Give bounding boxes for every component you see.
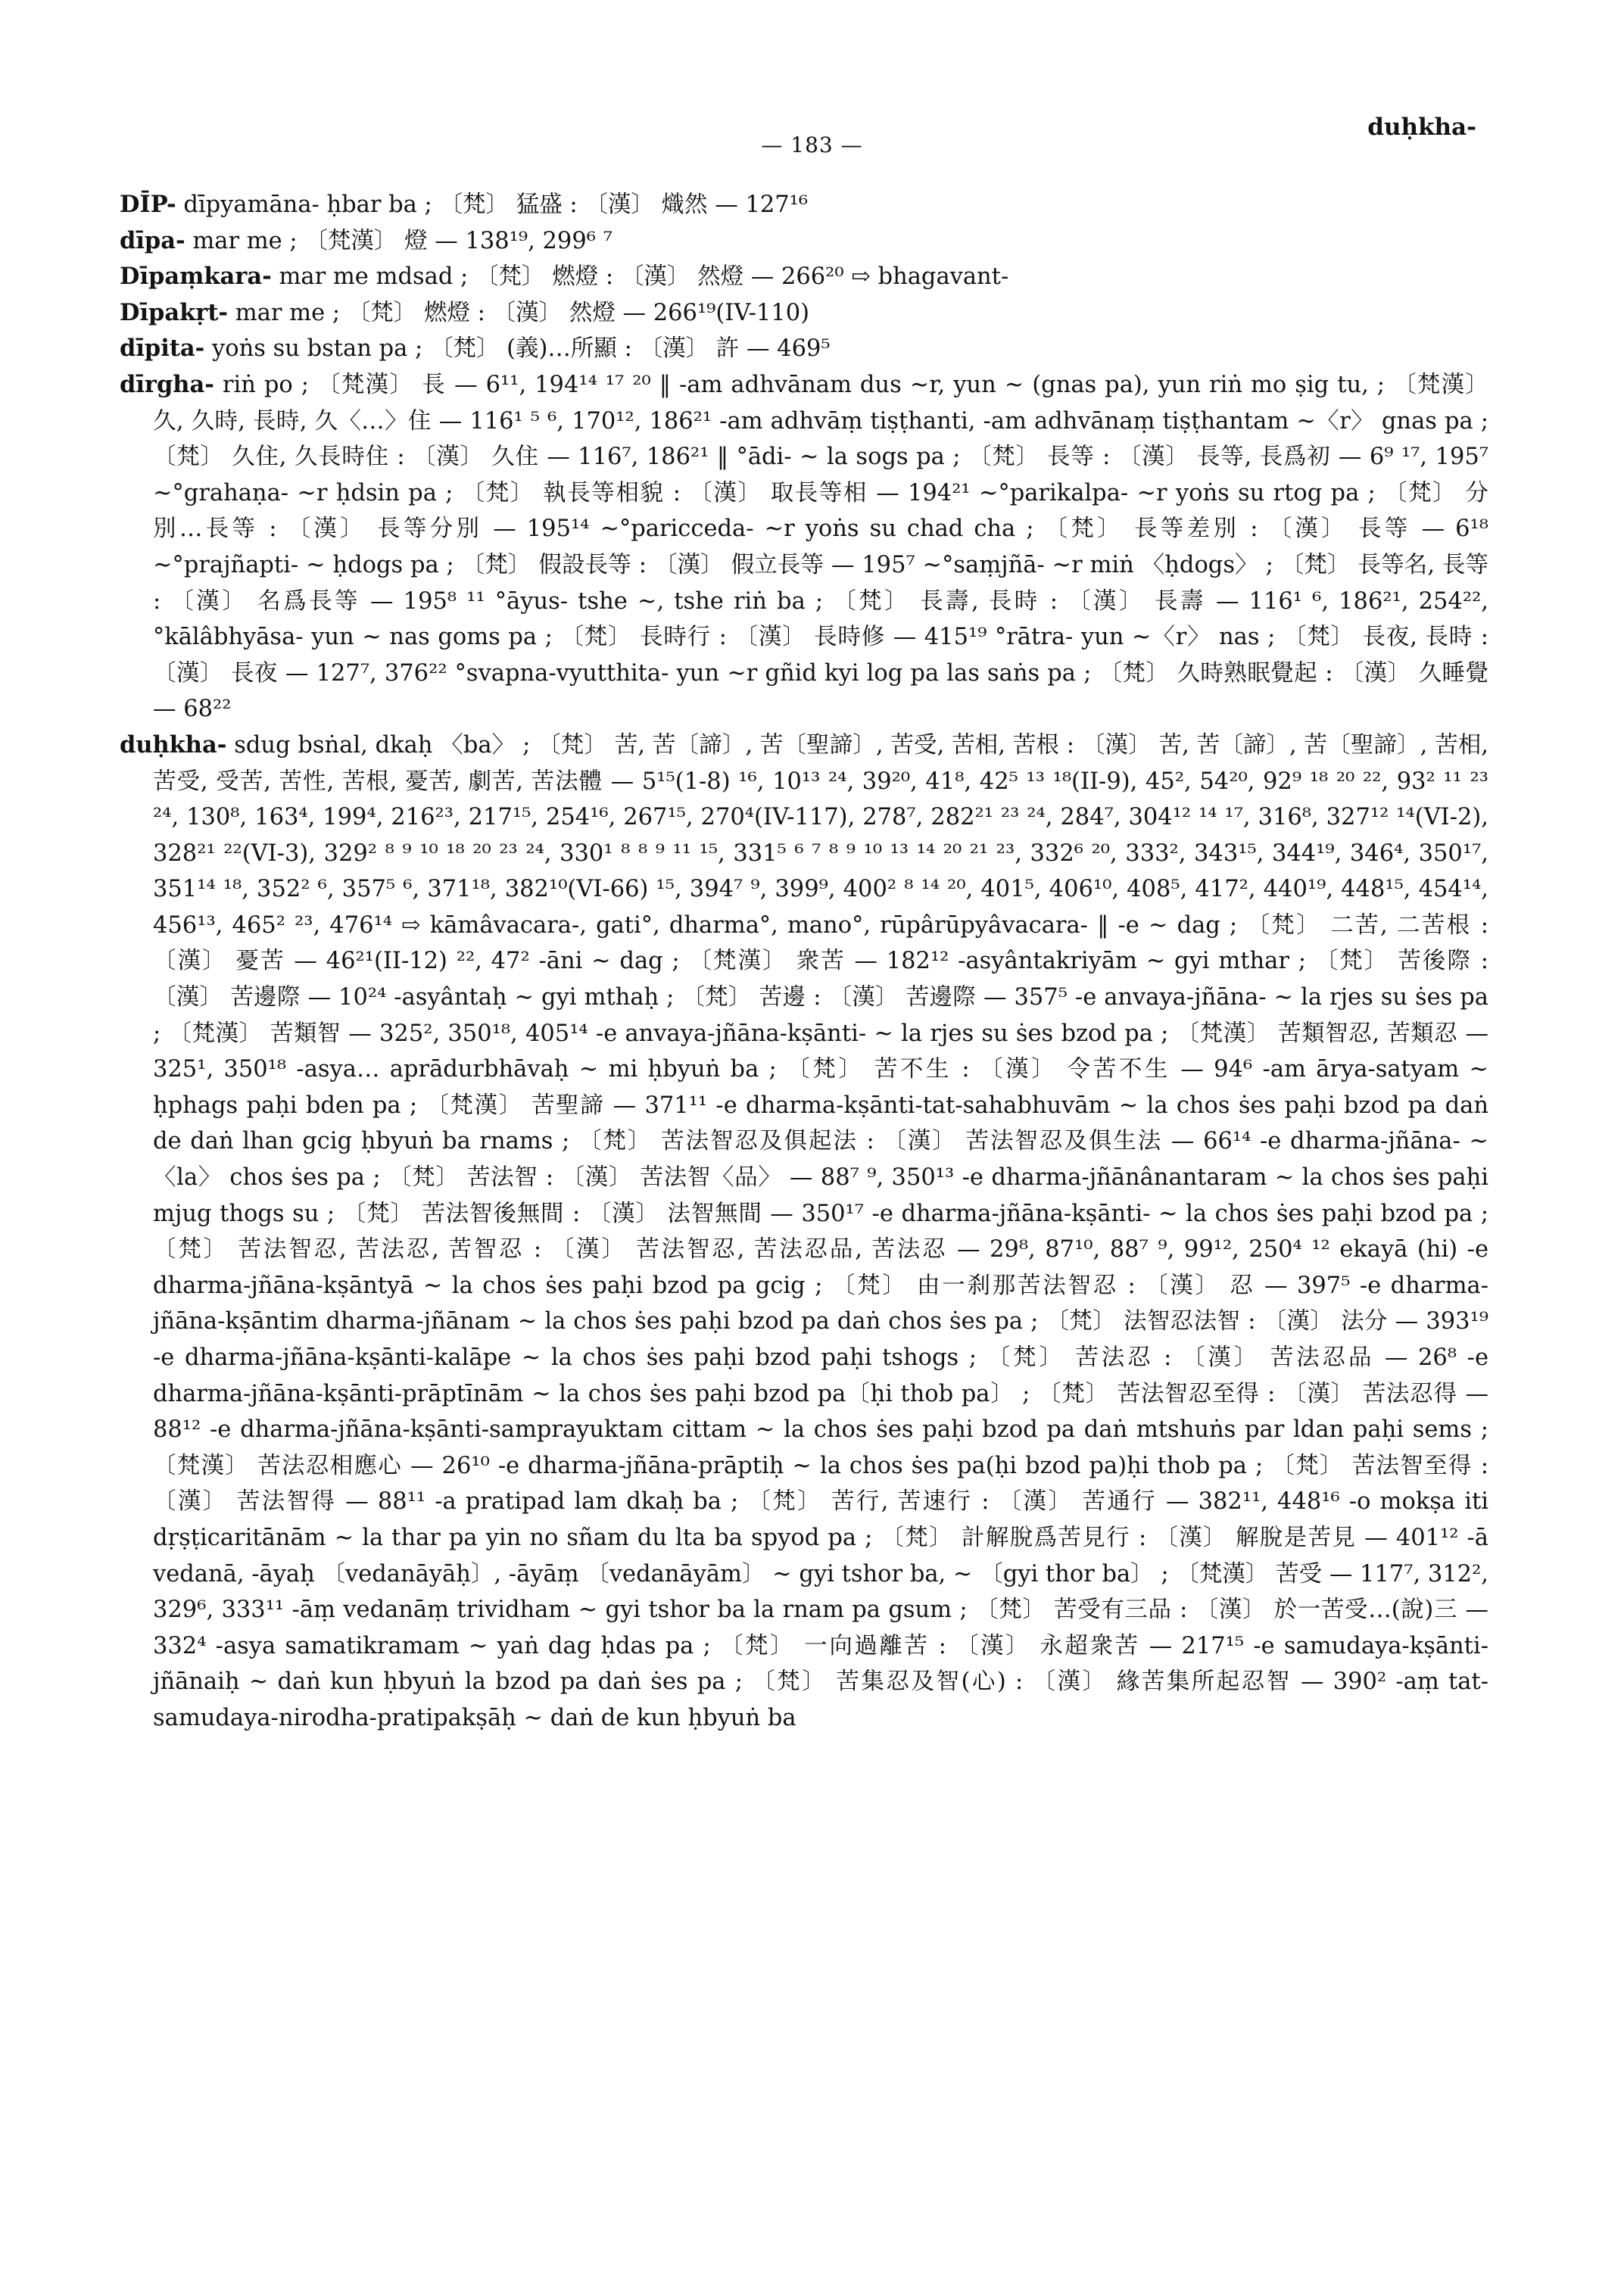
dictionary-entries [120,187,1488,1737]
entry-body: mar me ; 〔梵〕 燃燈 : 〔漢〕 然燈 — 266¹⁹(IV-110) [228,299,809,326]
entry-body: sdug bsṅal, dkaḥ 〈ba〉 ; 〔梵〕 苦, 苦〔諦〕, 苦〔聖諦〕, 苦受, 苦相, 苦根 : 〔漢〕 苦, 苦〔諦〕, 苦〔聖諦〕, 苦相, 苦受, 受苦, 苦性, 苦根, 憂苦, 劇苦, 苦法體 — 5¹⁵(1-8) ¹⁶, 10¹³ ²⁴, 39²⁰, 41⁸, 42⁵ ¹³ ¹⁸(II-9), 45², 54²⁰, 92⁹ ¹⁸ ²⁰ ²², 93² ¹¹ ²³ ²⁴, 130⁸, 163⁴, 199⁴, 216²³, 217¹⁵, 254¹⁶, 267¹⁵, 270⁴(IV-117), 278⁷, 282²¹ ²³ ²⁴, 284⁷, 304¹² ¹⁴ ¹⁷, 316⁸, 327¹² ¹⁴(VI-2), 328²¹ ²²(VI-3), 329² ⁸ ⁹ ¹⁰ ¹⁸ ²⁰ ²³ ²⁴, 330¹ ⁸ ⁸ ⁹ ¹¹ ¹⁵, 331⁵ ⁶ ⁷ ⁸ ⁹ ¹⁰ ¹³ ¹⁴ ²⁰ ²¹ ²³, 332⁶ ²⁰, 333², 343¹⁵, 344¹⁹, 346⁴, 350¹⁷, 351¹⁴ ¹⁸, 352² ⁶, 357⁵ ⁶, 371¹⁸, 382¹⁰(VI-66) ¹⁵, 394⁷ ⁹, 399⁹, 400² ⁸ ¹⁴ ²⁰, 401⁵, 406¹⁰, 408⁵, 417², 440¹⁹, 448¹⁵, 454¹⁴, 456¹³, 465² ²³, 476¹⁴ ⇨ kāmâvacara-, gati°, dharma°, mano°, rūpârūpyâvacara- ‖ -e ~ dag ; 〔梵〕 二苦, 二苦根 : 〔漢〕 憂苦 — 46²¹(II-12) ²², 47² -āni ~ dag ; 〔梵漢〕 衆苦 — 182¹² -asyântakriyām ~ gyi mthar ; 〔梵〕 苦後際 : 〔漢〕 苦邊際 — 10²⁴ -asyântaḥ ~ gyi mthaḥ ; 〔梵〕 苦邊 : 〔漢〕 苦邊際 — 357⁵ -e anvaya-jñāna- ~ la rjes su ṡes pa ; 〔梵漢〕 苦類智 — 325², 350¹⁸, 405¹⁴ -e anvaya-jñāna-kṣānti- ~ la rjes su ṡes bzod pa ; 〔梵漢〕 苦類智忍, 苦類忍 — 325¹, 350¹⁸ -asya… aprādurbhāvaḥ ~ mi ḥbyuṅ ba ; 〔梵〕 苦不生 : 〔漢〕 令苦不生 — 94⁶ -am ārya-satyam ~ ḥphags paḥi bden pa ; 〔梵漢〕 苦聖諦 — 371¹¹ -e dharma-kṣānti-tat-sahabhuvām ~ la chos ṡes paḥi bzod pa daṅ de daṅ lhan gcig ḥbyuṅ ba rnams ; 〔梵〕 苦法智忍及俱起法 : 〔漢〕 苦法智忍及俱生法 — 66¹⁴ -e dharma-jñāna- ~ 〈la〉 chos ṡes pa ; 〔梵〕 苦法智 : 〔漢〕 苦法智〈品〉 — 88⁷ ⁹, 350¹³ -e dharma-jñānânantaram ~ la chos ṡes paḥi mjug thogs su ; 〔梵〕 苦法智後無間 : 〔漢〕 法智無間 — 350¹⁷ -e dharma-jñāna-kṣānti- ~ la chos ṡes paḥi bzod pa ; 〔梵〕 苦法智忍, 苦法忍, 苦智忍 : 〔漢〕 苦法智忍, 苦法忍品, 苦法忍 — 29⁸, 87¹⁰, 88⁷ ⁹, 99¹², 250⁴ ¹² ekayā (hi) -e dharma-jñāna-kṣāntyā ~ la chos ṡes paḥi bzod pa gcig ; 〔梵〕 由一刹那苦法智忍 : 〔漢〕 忍 — 397⁵ -e dharma-jñāna-kṣāntim dharma-jñānam ~ la chos ṡes paḥi bzod pa daṅ chos ṡes pa ; 〔梵〕 法智忍法智 : 〔漢〕 法分 — 393¹⁹ -e dharma-jñāna-kṣānti-kalāpe ~ la chos ṡes paḥi bzod paḥi tshogs ; 〔梵〕 苦法忍 : 〔漢〕 苦法忍品 — 26⁸ -e dharma-jñāna-kṣānti-prāptīnām ~ la chos ṡes paḥi bzod pa〔ḥi thob pa〕 ; 〔梵〕 苦法智忍至得 : 〔漢〕 苦法忍得 — 88¹² -e dharma-jñāna-kṣānti-samprayuktam cittam ~ la chos ṡes paḥi bzod pa daṅ mtshuṅs par ldan paḥi sems ; 〔梵漢〕 苦法忍相應心 — 26¹⁰ -e dharma-jñāna-prāptiḥ ~ la chos ṡes pa(ḥi bzod pa)ḥi thob pa ; 〔梵〕 苦法智至得 : 〔漢〕 苦法智得 — 88¹¹ -a pratipad lam dkaḥ ba ; 〔梵〕 苦行, 苦速行 : 〔漢〕 苦通行 — 382¹¹, 448¹⁶ -o mokṣa iti dṛṣṭicaritānām ~ la thar pa yin no sñam du lta ba spyod pa ; 〔梵〕 計解脫爲苦見行 : 〔漢〕 解脫是苦見 — 401¹² -ā vedanā, -āyaḥ 〔vedanāyāḥ〕, -āyāṃ 〔vedanāyām〕 ~ gyi tshor ba, ~ 〔gyi thor ba〕 ; 〔梵漢〕 苦受 — 117⁷, 312², 329⁶, 333¹¹ -āṃ vedanāṃ trividham ~ gyi tshor ba la rnam pa gsum ; 〔梵〕 苦受有三品 : 〔漢〕 於一苦受…(說)三 — 332⁴ -asya samatikramam ~ yaṅ dag ḥdas pa ; 〔梵〕 一向過離苦 : 〔漢〕 永超衆苦 — 217¹⁵ -e samudaya-kṣānti-jñānaiḥ ~ daṅ kun ḥbyuṅ la bzod pa daṅ ṡes pa ; 〔梵〕 苦集忍及智(心) : 〔漢〕 緣苦集所起忍智 — 390² -aṃ tat-samudaya-nirodha-pratipakṣāḥ ~ daṅ de kun ḥbyuṅ ba [153,731,1488,1731]
entry-body: mar me ; 〔梵漢〕 燈 — 138¹⁹, 299⁶ ⁷ [185,227,613,254]
entry-body: yoṅs su bstan pa ; 〔梵〕 (義)…所顯 : 〔漢〕 許 — 469⁵ [204,335,831,363]
entry-body: riṅ po ; 〔梵漢〕 長 — 6¹¹, 194¹⁴ ¹⁷ ²⁰ ‖ -am adhvānam dus ~r, yun ~ (gnas pa), yun riṅ mo ṣig tu, ; 〔梵漢〕 久, 久時, 長時, 久〈…〉住 — 116¹ ⁵ ⁶, 170¹², 186²¹ -am adhvāṃ tiṣṭhanti, -am adhvānaṃ tiṣṭhantam ~〈r〉 gnas pa ; 〔梵〕 久住, 久長時住 : 〔漢〕 久住 — 116⁷, 186²¹ ‖ °ādi- ~ la sogs pa ; 〔梵〕 長等 : 〔漢〕 長等, 長爲初 — 6⁹ ¹⁷, 195⁷ ~°grahaṇa- ~r ḥdsin pa ; 〔梵〕 執長等相貌 : 〔漢〕 取長等相 — 194²¹ ~°parikalpa- ~r yoṅs su rtog pa ; 〔梵〕 分別…長等 : 〔漢〕 長等分別 — 195¹⁴ ~°paricceda- ~r yoṅs su chad cha ; 〔梵〕 長等差別 : 〔漢〕 長等 — 6¹⁸ ~°prajñapti- ~ ḥdogs pa ; 〔梵〕 假設長等 : 〔漢〕 假立長等 — 195⁷ ~°saṃjñā- ~r miṅ 〈ḥdogs〉 ; 〔梵〕 長等名, 長等 : 〔漢〕 名爲長等 — 195⁸ ¹¹ °āyus- tshe ~, tshe riṅ ba ; 〔梵〕 長壽, 長時 : 〔漢〕 長壽 — 116¹ ⁶, 186²¹, 254²², °kālâbhyāsa- yun ~ nas goms pa ; 〔梵〕 長時行 : 〔漢〕 長時修 — 415¹⁹ °rātra- yun ~〈r〉 nas ; 〔梵〕 長夜, 長時 : 〔漢〕 長夜 — 127⁷, 376²² °svapna-vyutthita- yun ~r gñid kyi log pa las saṅs pa ; 〔梵〕 久時熟眠覺起 : 〔漢〕 久睡覺 — 68²² [153,371,1488,723]
running-head: duḥkha- [1367,114,1476,141]
entry-dipakrt [120,295,1488,332]
entry-duhkha [120,727,1488,1737]
entry-dirgha [120,367,1488,727]
entry-headword: dīpita- [120,335,205,363]
entry-body: dīpyamāna- ḥbar ba ; 〔梵〕 猛盛 : 〔漢〕 熾然 — 127¹⁶ [176,192,809,218]
entry-dipita [120,331,1488,367]
entry-headword: Dīpakṛt- [120,298,229,326]
entry-body: mar me mdsad ; 〔梵〕 燃燈 : 〔漢〕 然燈 — 266²⁰ ⇨ bhagavant- [271,263,1009,291]
entry-headword: duḥkha- [120,731,227,759]
entry-dipamkara [120,259,1488,295]
entry-headword: dīpa- [120,226,185,254]
entry-headword: dīrgha- [120,370,214,398]
page-number: — 183 — [761,132,863,157]
entry-headword: Dīpaṃkara- [120,263,272,291]
entry-dip [120,187,1488,223]
entry-headword: DĪP- [120,191,176,218]
entry-dipa [120,223,1488,260]
